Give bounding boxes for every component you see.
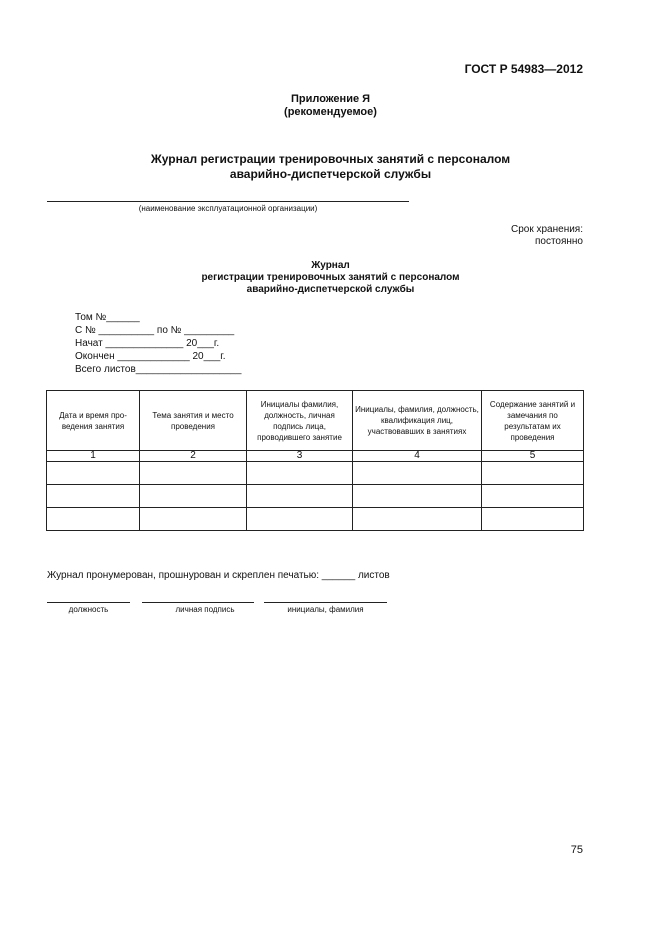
column-number: 4 bbox=[353, 451, 482, 462]
journal-title bbox=[0, 260, 661, 296]
main-title-line-1: Журнал регистрации тренировочных занятий с персоналом bbox=[150, 152, 511, 166]
position-caption: должность bbox=[68, 605, 109, 614]
table-cell bbox=[47, 462, 140, 485]
table-cell bbox=[482, 485, 584, 508]
journal-title-line-3: аварийно-диспетчерской службы bbox=[246, 284, 415, 295]
storage-value: постоянно bbox=[534, 236, 583, 247]
journal-title-line-2: регистрации тренировочных занятий с персоналом bbox=[201, 272, 460, 283]
number-range-field: С № __________ по № _________ bbox=[75, 325, 235, 336]
volume-field: Том №______ bbox=[75, 312, 140, 323]
table-cell bbox=[353, 508, 482, 531]
numbered-statement: Журнал пронумерован, прошнурован и скреплен печатью: ______ листов bbox=[47, 570, 390, 581]
table-cell bbox=[140, 462, 247, 485]
column-header-datetime: Дата и время про-ведения занятия bbox=[47, 391, 140, 451]
table-cell bbox=[140, 485, 247, 508]
appendix-heading bbox=[0, 93, 661, 119]
journal-table bbox=[46, 390, 584, 531]
table-cell bbox=[47, 485, 140, 508]
column-number: 3 bbox=[247, 451, 353, 462]
table-cell bbox=[353, 485, 482, 508]
column-number: 5 bbox=[482, 451, 584, 462]
table-cell bbox=[247, 508, 353, 531]
column-number-row bbox=[47, 451, 584, 462]
column-header-instructor: Инициалы фамилия, должность, личная подпись лица, проводившего занятие bbox=[247, 391, 353, 451]
column-header-content: Содержание занятий и замечания по результатам их проведения bbox=[482, 391, 584, 451]
signature-caption: личная подпись bbox=[175, 605, 235, 614]
main-title-line-2: аварийно-диспетчерской службы bbox=[229, 167, 432, 181]
total-sheets-field: Всего листов___________________ bbox=[75, 364, 242, 375]
ended-field: Окончен _____________ 20___г. bbox=[75, 351, 226, 362]
document-code: ГОСТ Р 54983—2012 bbox=[464, 62, 583, 76]
position-line bbox=[47, 602, 130, 603]
organization-name-line bbox=[47, 201, 409, 202]
signature-line bbox=[142, 602, 254, 603]
column-header-participants: Инициалы, фамилия, должность, квалификация лиц, участвовавших в занятиях bbox=[353, 391, 482, 451]
table-cell bbox=[482, 462, 584, 485]
table-cell bbox=[247, 485, 353, 508]
name-line bbox=[264, 602, 387, 603]
organization-caption: (наименование эксплуатационной организации) bbox=[138, 204, 318, 213]
appendix-status: (рекомендуемое) bbox=[284, 106, 377, 118]
table-cell bbox=[247, 462, 353, 485]
table-cell bbox=[47, 508, 140, 531]
table-row bbox=[47, 462, 584, 485]
table-header-row bbox=[47, 391, 584, 451]
journal-title-line-1: Журнал bbox=[311, 260, 350, 271]
started-field: Начат ______________ 20___г. bbox=[75, 338, 220, 349]
appendix-title: Приложение Я bbox=[290, 93, 371, 105]
table-cell bbox=[353, 462, 482, 485]
table-cell bbox=[482, 508, 584, 531]
storage-period bbox=[511, 224, 583, 248]
main-title bbox=[0, 152, 661, 182]
table-row bbox=[47, 508, 584, 531]
column-number: 1 bbox=[47, 451, 140, 462]
column-number: 2 bbox=[140, 451, 247, 462]
storage-label: Срок хранения: bbox=[510, 224, 583, 235]
name-caption: инициалы, фамилия bbox=[287, 605, 364, 614]
page-number: 75 bbox=[570, 844, 583, 856]
journal-fields bbox=[75, 311, 241, 376]
table-row bbox=[47, 485, 584, 508]
table-cell bbox=[140, 508, 247, 531]
column-header-topic: Тема занятия и место проведения bbox=[140, 391, 247, 451]
